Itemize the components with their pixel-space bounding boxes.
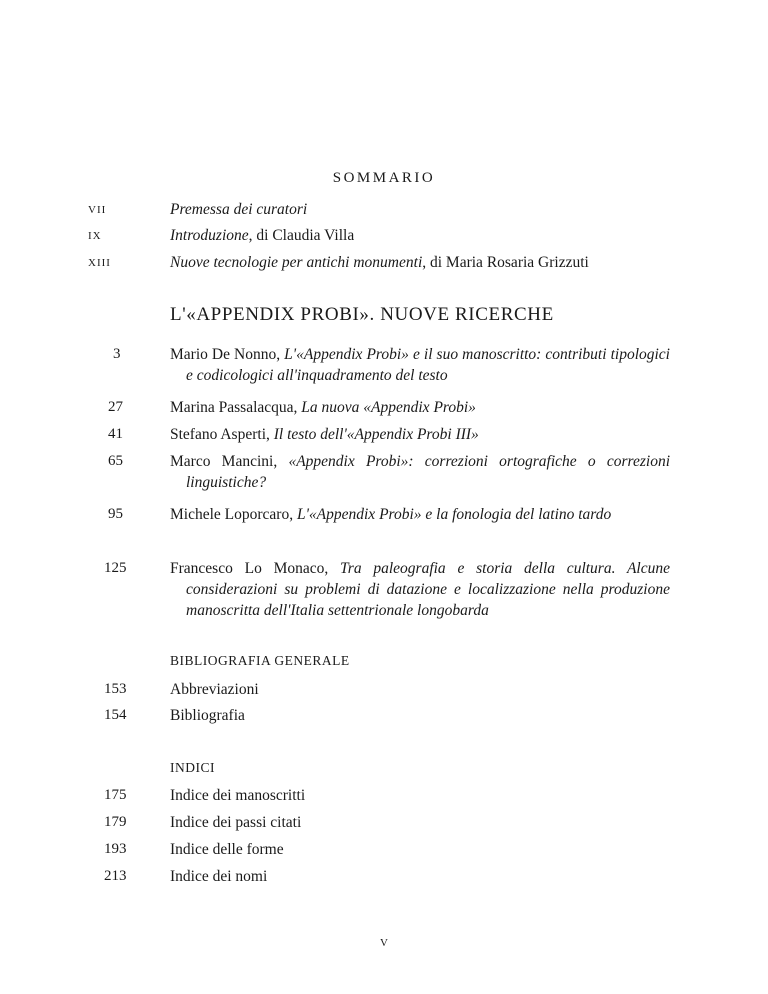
- page-number: 3: [113, 346, 121, 362]
- entry-title: Il testo dell'«Appendix Probi III»: [273, 426, 479, 443]
- entry-text: [170, 424, 670, 445]
- entry-text: [170, 344, 670, 386]
- entry-text: Indice dei nomi: [170, 868, 268, 885]
- page-title: SOMMARIO: [332, 170, 436, 186]
- entry-text: [170, 225, 670, 246]
- entry-author: Michele Loporcaro,: [170, 506, 297, 523]
- entry-title: Tra paleografia e storia della cultura. Alcune considerazioni su problemi di datazione e localizzazione nella produzione manoscritta dell'Italia settentrionale longobarda: [186, 560, 670, 619]
- page-number: 125: [104, 560, 127, 576]
- entry-title: L'«Appendix Probi» e la fonologia del latino tardo: [296, 506, 612, 523]
- entry-suffix: , di Maria Rosaria Grizzuti: [422, 254, 589, 271]
- entry-author: Francesco Lo Monaco,: [170, 560, 341, 577]
- entry-text: [170, 558, 670, 621]
- section-heading: INDICI: [170, 760, 215, 775]
- page-number: xiii: [88, 254, 111, 270]
- page-number: vii: [88, 201, 107, 217]
- entry-title: Introduzione: [170, 227, 249, 244]
- entry-text: [170, 451, 670, 493]
- entry-title: Nuove tecnologie per antichi monumenti: [170, 254, 423, 271]
- entry-title: «Appendix Probi»: correzioni ortografiche o correzioni linguistiche?: [186, 453, 670, 491]
- page-number: 65: [108, 453, 123, 469]
- page-number: 153: [104, 681, 127, 697]
- entry-text: Bibliografia: [170, 707, 245, 724]
- entry-text: [170, 397, 670, 418]
- entry-author: Stefano Asperti,: [170, 426, 274, 443]
- page-number: 179: [104, 814, 127, 830]
- entry-title: La nuova «Appendix Probi»: [301, 399, 476, 416]
- entry-text: Indice delle forme: [170, 841, 284, 858]
- entry-text: Indice dei passi citati: [170, 814, 302, 831]
- entry-author: Marco Mancini,: [170, 453, 289, 470]
- section-heading: L'«APPENDIX PROBI». NUOVE RICERCHE: [170, 304, 554, 325]
- page-number: 95: [108, 506, 123, 522]
- page-number: 154: [104, 707, 127, 723]
- page-number: 175: [104, 787, 127, 803]
- page-number: ix: [88, 227, 102, 243]
- entry-text: [170, 199, 670, 220]
- entry-text: Indice dei manoscritti: [170, 787, 306, 804]
- page-number: 193: [104, 841, 127, 857]
- entry-author: Marina Passalacqua,: [170, 399, 302, 416]
- entry-text: [170, 252, 670, 273]
- page-number: 41: [108, 426, 123, 442]
- entry-suffix: , di Claudia Villa: [248, 227, 355, 244]
- section-heading: BIBLIOGRAFIA GENERALE: [170, 653, 350, 668]
- entry-author: Mario De Nonno,: [170, 346, 285, 363]
- entry-title: Premessa dei curatori: [170, 201, 308, 218]
- entry-text: Abbreviazioni: [170, 681, 259, 698]
- entry-title: L'«Appendix Probi» e il suo manoscritto: contributi tipologici e codicologici all'inquadramento del testo: [186, 346, 670, 384]
- page-number: 213: [104, 868, 127, 884]
- entry-text: [170, 504, 670, 525]
- folio-page-number: v: [380, 934, 388, 950]
- page-number: 27: [108, 399, 123, 415]
